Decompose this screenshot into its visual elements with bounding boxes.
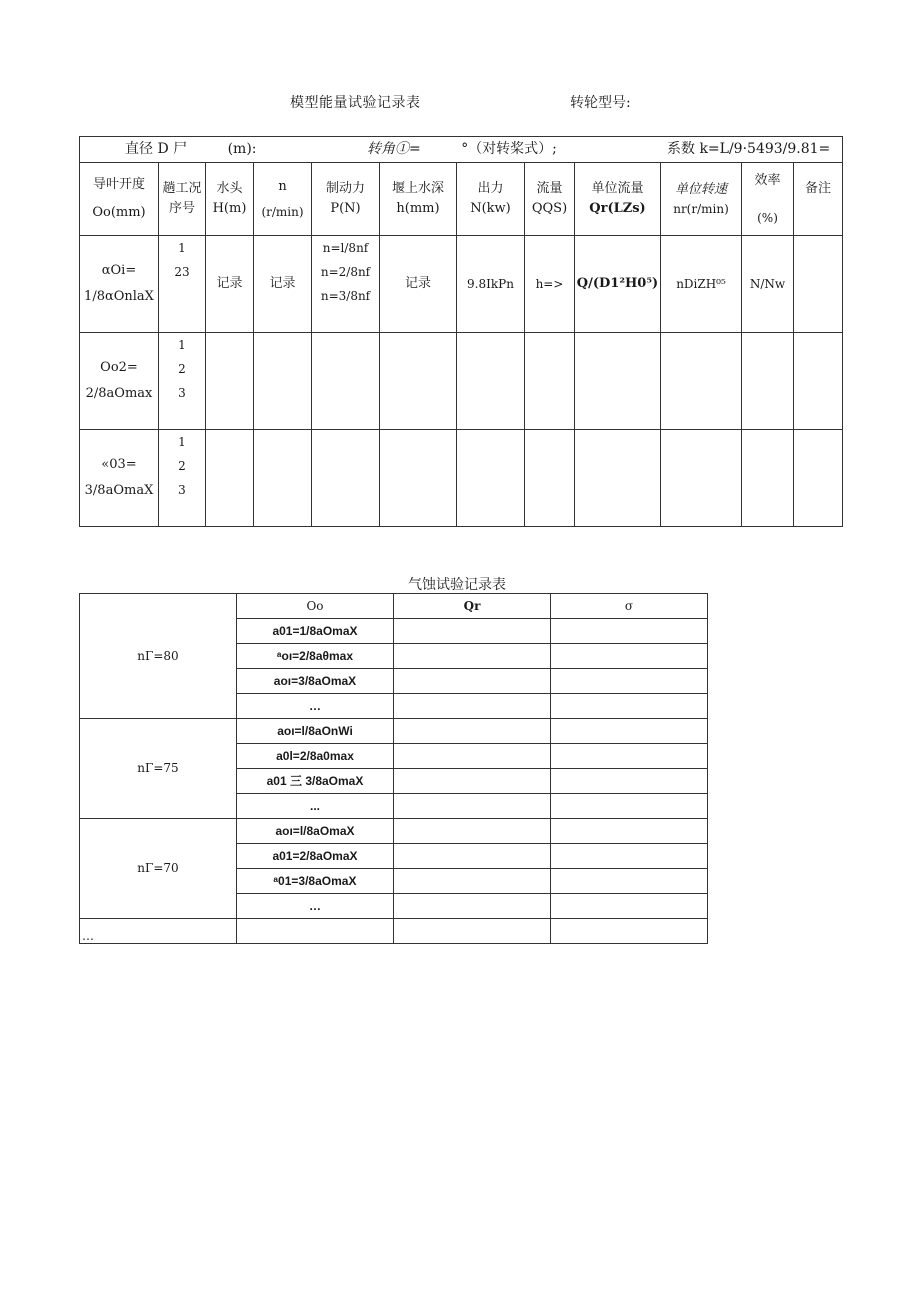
opening-cell: aoı=3/8aOmaX — [237, 669, 394, 694]
col-efficiency: 效率 (%) — [742, 163, 794, 236]
opening-cell: … — [237, 694, 394, 719]
opening-cell: … — [237, 894, 394, 919]
group-label: nΓ=80 — [80, 594, 237, 719]
opening-cell: a0l=2/8a0max — [237, 744, 394, 769]
header-unit-flow: Qr — [394, 594, 551, 619]
col-remarks: 备注 — [794, 163, 843, 236]
efficiency-cell: N/Nw — [742, 236, 794, 333]
unit-speed-cell: nDiZH⁰⁵ — [661, 236, 742, 333]
power-cell: 9.8IkPn — [457, 236, 525, 333]
speed-cell: 记录 — [254, 236, 312, 333]
parameter-row — [80, 137, 843, 163]
opening-cell: a01=1/8aOmaX — [237, 619, 394, 644]
opening-cell: ᵃ01=3/8aOmaX — [237, 869, 394, 894]
energy-row-3 — [80, 430, 843, 527]
cavitation-table-title: 气蚀试验记录表 — [408, 577, 506, 593]
col-power: 出力 N(kw) — [457, 163, 525, 236]
header-opening: Oo — [237, 594, 394, 619]
col-flow: 流量 QQS) — [525, 163, 575, 236]
group-label: nΓ=70 — [80, 819, 237, 919]
angle-field: 转角①= °（对转桨式）; — [367, 141, 557, 157]
opening-cell: ... — [237, 794, 394, 819]
col-guide-opening: 导叶开度 Oo(mm) — [80, 163, 159, 236]
condition-no-cell: 1 2 3 — [159, 430, 206, 527]
guide-opening-cell: Oo2= 2/8aOmax — [80, 333, 159, 430]
col-speed: n (r/min) — [254, 163, 312, 236]
coefficient-field: 系数 k=L/9·5493/9.81= — [667, 141, 831, 157]
opening-cell: ᵃoı=2/8aθmax — [237, 644, 394, 669]
guide-opening-cell: αOi= 1/8αOnlaX — [80, 236, 159, 333]
head-cell: 记录 — [206, 236, 254, 333]
unit-flow-cell: Q/(D1²H0⁵) — [575, 236, 661, 333]
energy-row-2 — [80, 333, 843, 430]
col-unit-flow: 单位流量 Qr(LZs) — [575, 163, 661, 236]
col-head: 水头 H(m) — [206, 163, 254, 236]
runner-model-label: 转轮型号: — [570, 95, 631, 111]
cavitation-test-table — [79, 593, 708, 944]
energy-test-table — [79, 136, 843, 527]
col-unit-speed: 单位转速 nr(r/min) — [661, 163, 742, 236]
remarks-cell — [794, 236, 843, 333]
col-weir-depth: 堰上水深 h(mm) — [380, 163, 457, 236]
brake-force-cell: n=l/8nf n=2/8nf n=3/8nf — [312, 236, 380, 333]
energy-row-1 — [80, 236, 843, 333]
opening-cell: a01=2/8aOmaX — [237, 844, 394, 869]
col-condition-no: 趟工况 序号 — [159, 163, 206, 236]
col-brake-force: 制动力 P(N) — [312, 163, 380, 236]
condition-no-cell: 1 2 3 — [159, 333, 206, 430]
guide-opening-cell: «03= 3/8aOmaX — [80, 430, 159, 527]
condition-no-cell: 1 23 — [159, 236, 206, 333]
diameter-field: 直径 D 尸 (m): — [125, 141, 257, 157]
opening-cell: aoı=l/8aOmaX — [237, 819, 394, 844]
header-sigma: σ — [551, 594, 708, 619]
group-label: nΓ=75 — [80, 719, 237, 819]
footer-ellipsis: … — [80, 919, 237, 944]
page-title: 模型能量试验记录表 — [290, 95, 421, 111]
weir-depth-cell: 记录 — [380, 236, 457, 333]
flow-cell: h=> — [525, 236, 575, 333]
opening-cell: aoı=l/8aOnWi — [237, 719, 394, 744]
opening-cell: a01 三 3/8aOmaX — [237, 769, 394, 794]
